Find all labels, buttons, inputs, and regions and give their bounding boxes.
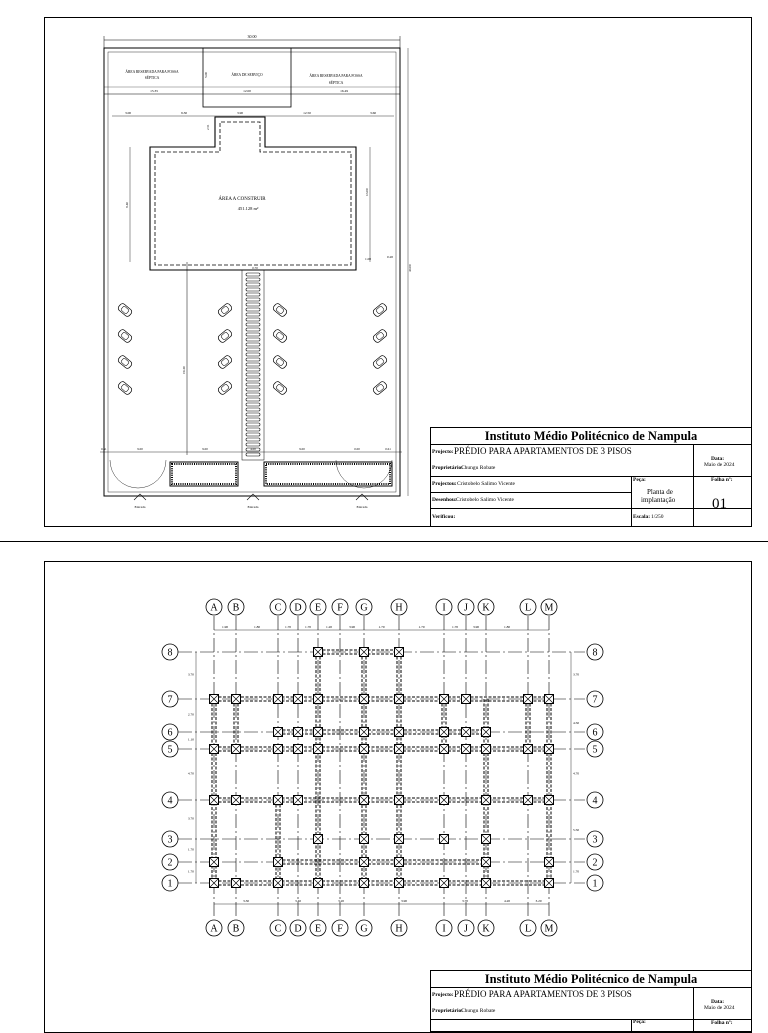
grid-letter-L: L [524, 923, 532, 935]
project-name-2: PRÉDIO PARA APARTAMENTOS DE 3 PISOS [454, 989, 632, 999]
grid-letter-C: C [274, 923, 282, 935]
left-dim-label: 1.70 [187, 847, 194, 852]
top-dim-label: 1.70 [451, 625, 459, 629]
left-dim-label: 4.70 [187, 771, 194, 776]
svg-text:13.00: 13.00 [365, 188, 369, 196]
grid-letter-B: B [232, 602, 240, 614]
right-dim-label: 4.50 [573, 721, 580, 725]
svg-text:16.49: 16.49 [340, 89, 348, 93]
bottom-dim-label: 3.20 [337, 899, 345, 903]
institute-name-2: Instituto Médio Politécnico de Nampula [484, 972, 698, 986]
fossa-left-label-1: ÁREA RESERVADA PARA FOSSA [125, 70, 179, 74]
grid-number-8: 8 [167, 647, 173, 659]
parked-car [117, 380, 133, 395]
svg-text:40.00: 40.00 [408, 264, 412, 272]
grid-letter-H: H [395, 602, 403, 614]
svg-text:3.90: 3.90 [236, 111, 244, 115]
parked-car [117, 354, 133, 369]
svg-text:15.35: 15.35 [150, 89, 158, 93]
svg-text:9.00: 9.00 [202, 447, 208, 451]
grid-letter-J: J [464, 923, 468, 935]
grid-letter-M: M [544, 923, 554, 935]
right-dim-label: 5.50 [573, 828, 580, 832]
build-area-value: 451.128 m² [237, 206, 259, 211]
dim-total-width: 30.00 [247, 34, 257, 39]
parked-car [272, 354, 288, 369]
right-dim-label: 3.70 [573, 672, 580, 677]
parking-cars [117, 302, 388, 395]
sheet-type-1: Planta de [647, 488, 673, 496]
bottom-dim-label: 3.90 [400, 899, 408, 903]
parked-car [372, 380, 388, 395]
grid-number-3: 3 [592, 834, 598, 846]
parked-car [372, 328, 388, 343]
right-dim-label: 1.70 [573, 869, 580, 874]
grid-letter-E: E [314, 602, 322, 614]
svg-text:3.60: 3.60 [369, 111, 377, 115]
owner-name-2: Chungu Robate [461, 1008, 496, 1014]
svg-text:0.20: 0.20 [386, 255, 394, 259]
sheet-number: 01 [712, 496, 727, 512]
svg-text:9.40: 9.40 [125, 201, 129, 208]
grid-number-5: 5 [167, 744, 173, 756]
svg-text:5.00: 5.00 [204, 71, 208, 78]
parked-car [217, 302, 233, 317]
top-dim-label: 1.70 [304, 625, 312, 629]
top-dim-label: 1.70 [378, 625, 385, 629]
grid-letter-K: K [482, 602, 490, 614]
parked-car [217, 380, 233, 395]
institute-name: Instituto Médio Politécnico de Nampula [484, 429, 698, 443]
entrance-label-3: Entrada [356, 505, 368, 509]
top-dim-label: 3.90 [348, 625, 356, 629]
left-dim-label: 1.10 [187, 737, 194, 742]
grid-number-7: 7 [592, 694, 598, 706]
grid-number-6: 6 [592, 727, 598, 739]
svg-text:12.50: 12.50 [303, 111, 311, 115]
left-dim-label: 3.70 [187, 672, 194, 677]
svg-text:9.00: 9.00 [137, 447, 143, 451]
svg-text:0.00: 0.00 [354, 447, 360, 451]
grid-number-4: 4 [592, 795, 598, 807]
grid-letter-D: D [294, 602, 302, 614]
grid-letter-A: A [210, 923, 218, 935]
svg-text:3.00: 3.00 [124, 111, 132, 115]
grid-number-6: 6 [167, 727, 173, 739]
grid-number-1: 1 [592, 878, 598, 890]
grid-number-3: 3 [167, 834, 173, 846]
grid-letter-M: M [544, 602, 554, 614]
grid-letter-L: L [524, 602, 532, 614]
left-dim-label: 1.70 [187, 869, 194, 874]
build-area-label: ÁREA A CONSTRUIR [218, 197, 266, 202]
bottom-dim-label: 3.20 [535, 899, 542, 903]
top-dim-label: 1.70 [284, 625, 292, 629]
svg-text:4.00: 4.00 [250, 447, 256, 451]
lot-boundary [104, 48, 400, 496]
svg-text:2.51: 2.51 [206, 124, 210, 130]
bottom-dim-label: 4.20 [503, 899, 511, 903]
sheet-2 [0, 542, 768, 1024]
bottom-dim-label: 3.30 [242, 899, 250, 903]
parked-car [117, 302, 133, 317]
grid-number-4: 4 [167, 795, 173, 807]
grid-letter-A: A [210, 602, 218, 614]
project-name: PRÉDIO PARA APARTAMENTOS DE 3 PISOS [454, 446, 632, 456]
parked-car [272, 380, 288, 395]
svg-text:0.61: 0.61 [101, 447, 107, 451]
top-dim-label: 3.90 [472, 625, 480, 629]
top-dim-label: 1.90 [221, 625, 229, 629]
grid-letter-I: I [442, 923, 446, 935]
walkway-paving [246, 273, 260, 456]
grid-letter-H: H [395, 923, 403, 935]
owner-name: Chungu Robate [461, 465, 496, 471]
fossa-left-label-2: SÉPTICA [144, 76, 160, 80]
grid-letter-F: F [337, 602, 343, 614]
left-dim-label: 3.70 [187, 816, 194, 821]
projected-by: Cristobelo Salimo Vicente [457, 481, 515, 487]
svg-text:19.30: 19.30 [182, 366, 186, 374]
sheet-type-2: implantação [641, 496, 676, 504]
svg-text:0.61: 0.61 [385, 447, 391, 451]
fossa-right-label-2: SÉPTICA [328, 81, 344, 85]
left-dim-label: 2.70 [187, 712, 194, 717]
grid-letter-C: C [274, 602, 282, 614]
svg-text:12.00: 12.00 [243, 89, 251, 93]
garden-left [170, 462, 238, 486]
bottom-dim-label: 3.70 [461, 899, 469, 903]
grid-number-2: 2 [592, 857, 598, 869]
right-dim-label: 4.70 [573, 771, 580, 776]
svg-text:0.70: 0.70 [252, 266, 258, 270]
entrance-label-1: Entrada [134, 505, 146, 509]
grid-letter-G: G [360, 602, 368, 614]
grid-number-5: 5 [592, 744, 598, 756]
structural-grid-plan [0, 542, 768, 1024]
grid-letter-J: J [464, 602, 468, 614]
parked-car [272, 328, 288, 343]
svg-text:1.00: 1.00 [364, 257, 372, 261]
grid-letter-I: I [442, 602, 446, 614]
garden-right [264, 462, 392, 486]
top-dim-label: 1.70 [418, 625, 425, 629]
parked-car [217, 354, 233, 369]
grid-letter-G: G [360, 923, 368, 935]
svg-text:9.30: 9.30 [180, 111, 188, 115]
grid-number-8: 8 [592, 647, 598, 659]
top-dim-label: 1.20 [325, 625, 333, 629]
grid-letter-D: D [294, 923, 302, 935]
parked-car [217, 328, 233, 343]
date-value: Maio de 2024 [704, 462, 735, 468]
parked-car [372, 354, 388, 369]
grid-number-7: 7 [167, 694, 173, 706]
date-value-2: Maio de 2024 [704, 1005, 735, 1011]
bottom-dim-label: 3.40 [294, 899, 302, 903]
walkway [242, 270, 264, 460]
grid-letter-K: K [482, 923, 490, 935]
service-area [203, 48, 291, 107]
parked-car [272, 302, 288, 317]
grid-letter-F: F [337, 923, 343, 935]
grid-number-1: 1 [167, 878, 173, 890]
parked-car [117, 328, 133, 343]
entrance-label-2: Entrada [247, 505, 259, 509]
scale-value: 1/250 [651, 514, 664, 520]
service-area-label: ÁREA DE SERVIÇO [231, 73, 263, 77]
parked-car [372, 302, 388, 317]
drawn-by: Cristobelo Salimo Vicente [456, 497, 514, 503]
grid-number-2: 2 [167, 857, 173, 869]
svg-text:9.00: 9.00 [299, 447, 305, 451]
grid-letter-B: B [232, 923, 240, 935]
title-block-1: Instituto Médio Politécnico de Nampula Projecto: PRÉDIO PARA APARTAMENTOS DE 3 PISOS Proprietário: Chungu Robate Data: Maio de 2024 Projectou: Cristobelo Salimo Vicente Desenhou: Cristobelo Salimo Vicente Verificou: Peça: Planta de implantação Escala: 1/250 Folha nº: 01 [430, 427, 752, 527]
grid-letter-E: E [314, 923, 322, 935]
fossa-right-label-1: ÁREA RESERVADA PARA FOSSA [309, 74, 363, 78]
title-block-2: Instituto Médio Politécnico de Nampula Projecto: PRÉDIO PARA APARTAMENTOS DE 3 PISOS Proprietário: Chungu Robate Data: Maio de 2024 Peça: Folha nº: [430, 970, 752, 1032]
building-footprint [150, 117, 356, 270]
top-dim-label: 1.80 [253, 625, 261, 629]
top-dim-label: 1.80 [503, 625, 511, 629]
